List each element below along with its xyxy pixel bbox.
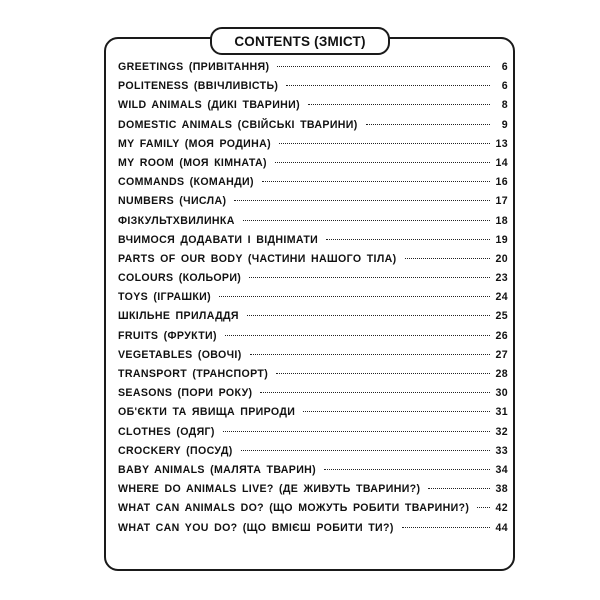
contents-title-box <box>210 27 390 55</box>
toc-entry-page: 26 <box>495 329 508 342</box>
toc-entry[interactable] <box>118 215 508 234</box>
dot-leader <box>275 162 490 163</box>
dot-leader <box>249 277 489 278</box>
toc-entry-title: ОБ'ЄКТИ ТА ЯВИЩА ПРИРОДИ <box>118 406 296 419</box>
toc-entry[interactable] <box>118 234 508 253</box>
dot-leader <box>477 507 489 508</box>
toc-entry-page: 19 <box>495 233 508 246</box>
toc-entry-title: CROCKERY (ПОСУД) <box>118 444 233 457</box>
dot-leader <box>279 143 490 144</box>
toc-entry-title: WHERE DO ANIMALS LIVE? (ДЕ ЖИВУТЬ ТВАРИНИ?) <box>118 483 421 496</box>
toc-entry-title: WHAT CAN YOU DO? (ЩО ВМІЄШ РОБИТИ ТИ?) <box>118 521 394 534</box>
toc-entry-page: 30 <box>495 387 508 400</box>
toc-entry-page: 27 <box>495 348 508 361</box>
toc-entry-page: 20 <box>495 252 508 265</box>
toc-entry-page: 9 <box>501 118 508 131</box>
toc-entry-title: FRUITS (ФРУКТИ) <box>118 329 217 342</box>
dot-leader <box>326 239 489 240</box>
toc-entry-page: 34 <box>495 463 508 476</box>
toc-entry-title: TOYS (ІГРАШКИ) <box>118 291 212 304</box>
toc-entry[interactable] <box>118 330 508 349</box>
dot-leader <box>402 527 490 528</box>
toc-entry[interactable] <box>118 61 508 80</box>
toc-entry[interactable] <box>118 445 508 464</box>
dot-leader <box>277 66 490 67</box>
toc-entry-title: PARTS OF OUR BODY (ЧАСТИНИ НАШОГО ТІЛА) <box>118 252 397 265</box>
dot-leader <box>262 181 490 182</box>
toc-entry-page: 33 <box>495 444 508 457</box>
toc-entry-title: GREETINGS (ПРИВІТАННЯ) <box>118 61 270 73</box>
dot-leader <box>324 469 489 470</box>
toc-entry-title: COLOURS (КОЛЬОРИ) <box>118 272 242 285</box>
toc-entry[interactable] <box>118 99 508 118</box>
dot-leader <box>286 85 490 86</box>
toc-entry-page: 44 <box>495 521 508 534</box>
dot-leader <box>366 124 490 125</box>
toc-entry-title: BABY ANIMALS (МАЛЯТА ТВАРИН) <box>118 463 317 476</box>
toc-entry[interactable] <box>118 80 508 99</box>
toc-entry[interactable] <box>118 349 508 368</box>
toc-entry[interactable] <box>118 119 508 138</box>
toc-entry-title: TRANSPORT (ТРАНСПОРТ) <box>118 368 269 380</box>
dot-leader <box>243 220 490 221</box>
toc-entry[interactable] <box>118 387 508 406</box>
toc-entry-title: VEGETABLES (ОВОЧІ) <box>118 348 242 361</box>
dot-leader <box>250 354 490 355</box>
toc-entry[interactable] <box>118 138 508 157</box>
toc-entry[interactable] <box>118 502 508 521</box>
toc-entry-page: 18 <box>495 214 508 227</box>
dot-leader <box>219 296 490 297</box>
toc-entry-page: 32 <box>495 425 508 438</box>
toc-entry[interactable] <box>118 483 508 502</box>
dot-leader <box>234 200 489 201</box>
toc-entry-title: NUMBERS (ЧИСЛА) <box>118 195 227 208</box>
dot-leader <box>276 373 489 374</box>
toc-entry-page: 23 <box>495 272 508 285</box>
toc-entry-page: 6 <box>501 80 508 93</box>
toc-entry[interactable] <box>118 522 508 541</box>
toc-entry[interactable] <box>118 176 508 195</box>
toc-entry-page: 16 <box>495 176 508 189</box>
toc-entry[interactable] <box>118 310 508 329</box>
toc-entry[interactable] <box>118 464 508 483</box>
dot-leader <box>405 258 490 259</box>
toc-entry[interactable] <box>118 157 508 176</box>
toc-entry-title: WILD ANIMALS (ДИКІ ТВАРИНИ) <box>118 99 301 112</box>
dot-leader <box>225 335 490 336</box>
dot-leader <box>308 104 490 105</box>
toc-entry-page: 42 <box>495 502 508 515</box>
toc-entry[interactable] <box>118 253 508 272</box>
toc-entry-title: ШКІЛЬНЕ ПРИЛАДДЯ <box>118 310 239 323</box>
dot-leader <box>247 315 490 316</box>
toc-entry-page: 38 <box>495 483 508 496</box>
toc-entry[interactable] <box>118 406 508 425</box>
toc-entry-page: 24 <box>495 291 508 304</box>
dot-leader <box>223 431 490 432</box>
toc-entry-title: ФІЗКУЛЬТХВИЛИНКА <box>118 214 235 227</box>
toc-entry-title: ВЧИМОСЯ ДОДАВАТИ І ВІДНІМАТИ <box>118 233 319 246</box>
toc-entry-title: POLITENESS (ВВІЧЛИВІСТЬ) <box>118 80 279 93</box>
table-of-contents <box>118 61 508 541</box>
toc-entry-title: CLOTHES (ОДЯГ) <box>118 425 215 438</box>
toc-entry-title: COMMANDS (КОМАНДИ) <box>118 176 254 189</box>
toc-entry[interactable] <box>118 426 508 445</box>
toc-entry[interactable] <box>118 291 508 310</box>
toc-entry[interactable] <box>118 368 508 387</box>
toc-entry-page: 25 <box>495 310 508 323</box>
toc-entry-page: 14 <box>495 156 508 169</box>
dot-leader <box>241 450 490 451</box>
toc-entry-page: 13 <box>495 137 508 150</box>
toc-entry[interactable] <box>118 272 508 291</box>
dot-leader <box>428 488 489 489</box>
toc-entry-page: 8 <box>501 99 508 112</box>
toc-entry-title: DOMESTIC ANIMALS (СВІЙСЬКІ ТВАРИНИ) <box>118 118 358 131</box>
toc-entry-title: MY ROOM (МОЯ КІМНАТА) <box>118 156 267 169</box>
toc-entry[interactable] <box>118 195 508 214</box>
toc-entry-title: SEASONS (ПОРИ РОКУ) <box>118 387 253 400</box>
toc-entry-title: WHAT CAN ANIMALS DO? (ЩО МОЖУТЬ РОБИТИ ТВАРИНИ?) <box>118 502 470 515</box>
toc-entry-page: 28 <box>495 368 508 380</box>
dot-leader <box>260 392 489 393</box>
contents-title: CONTENTS (ЗМІСТ) <box>234 33 366 49</box>
toc-entry-page: 17 <box>495 195 508 208</box>
toc-entry-title: MY FAMILY (МОЯ РОДИНА) <box>118 137 271 150</box>
toc-entry-page: 6 <box>501 61 508 73</box>
dot-leader <box>303 411 489 412</box>
toc-entry-page: 31 <box>495 406 508 419</box>
